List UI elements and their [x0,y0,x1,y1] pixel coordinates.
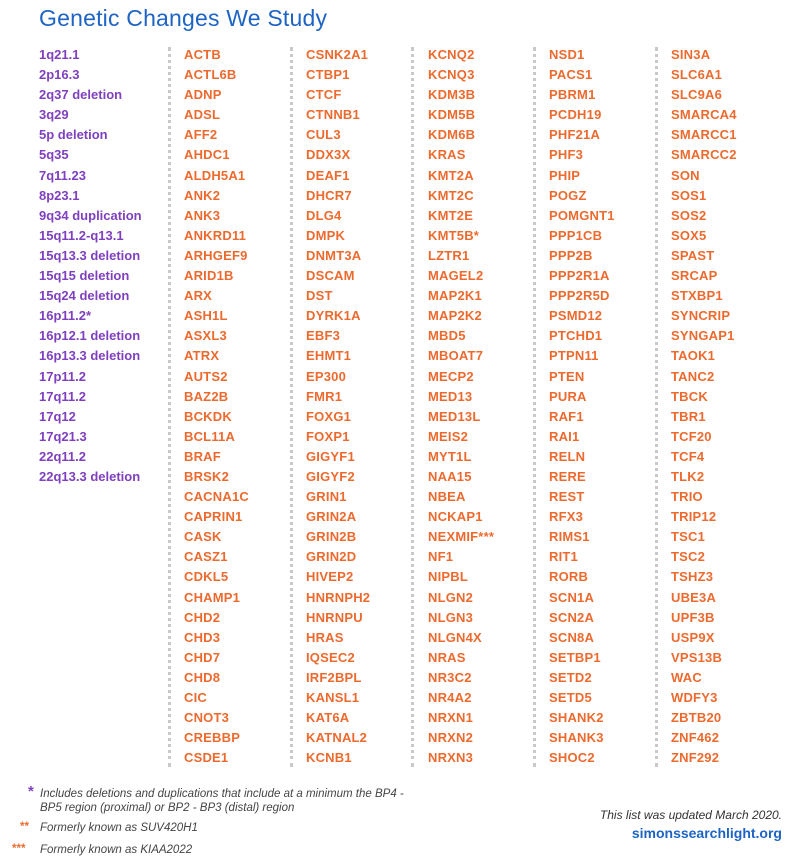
gene-item: ANK2 [184,187,221,203]
footer [600,808,782,841]
gene-item: DLG4 [306,207,342,223]
gene-item: PPP2R5D [549,288,610,304]
gene-item: REST [549,489,585,505]
gene-item: STXBP1 [671,288,723,304]
gene-item: HRAS [306,629,344,645]
gene-item: TRIP12 [671,509,717,525]
chromosome-region-list [39,45,157,487]
gene-item: KCNQ2 [428,47,475,62]
gene-item: TCF4 [671,448,705,464]
gene-item: SMARCC2 [671,147,737,163]
gene-item: KMT2A [428,167,474,183]
gene-item: TANC2 [671,368,715,384]
gene-item: MBOAT7 [428,348,484,364]
gene-item: HNRNPU [306,609,363,625]
gene-item: TRIO [671,489,703,505]
gene-item: SOS1 [671,187,707,203]
gene-item: BRSK2 [184,468,230,484]
gene-item: SMARCA4 [671,107,737,123]
gene-item: NR4A2 [428,690,472,705]
region-item: 5q35 [39,147,69,163]
gene-item: ATRX [184,348,220,364]
footnote-2 [16,821,416,835]
gene-item: CHD7 [184,649,221,665]
gene-item: NAA15 [428,468,472,484]
gene-item: CHD2 [184,609,221,625]
column-divider [411,47,414,767]
gene-item: PTCHD1 [549,328,603,344]
gene-item: CAPRIN1 [184,509,243,525]
gene-item: PPP2B [549,247,593,263]
gene-item: SHANK3 [549,730,604,746]
region-item: 17p11.2 [39,368,86,384]
gene-item: PHF21A [549,127,601,143]
gene-item: KDM3B [428,87,476,103]
gene-item: DNMT3A [306,247,362,263]
gene-item: ANKRD11 [184,227,247,243]
gene-item: KANSL1 [306,690,360,705]
gene-item: MED13 [428,388,473,404]
gene-item: FOXG1 [306,408,352,424]
gene-list-column-3 [428,45,546,768]
gene-item: PACS1 [549,67,593,83]
gene-item: KMT5B* [428,227,480,243]
gene-item: GIGYF2 [306,468,355,484]
gene-item: RELN [549,448,586,464]
region-item: 22q13.3 deletion [39,468,141,484]
page-title: Genetic Changes We Study [39,5,328,31]
gene-item: ADSL [184,107,221,123]
gene-item: CHD3 [184,629,221,645]
gene-item: SYNGAP1 [671,328,735,344]
region-item: 16p12.1 deletion [39,328,141,344]
gene-item: WDFY3 [671,690,718,705]
region-item: 15q15 deletion [39,268,130,284]
column-divider [290,47,293,767]
footnote-2-marker: ** [20,821,29,833]
gene-item: RIT1 [549,549,578,565]
gene-list-column-2 [306,45,424,768]
gene-item: AHDC1 [184,147,230,163]
gene-item: RORB [549,569,589,585]
gene-item: IQSEC2 [306,649,355,665]
gene-item: HIVEP2 [306,569,354,585]
gene-item: MED13L [428,408,481,424]
gene-item: GRIN1 [306,489,347,505]
gene-item: PPP2R1A [549,268,610,284]
gene-item: GIGYF1 [306,448,355,464]
region-item: 17q21.3 [39,428,87,444]
gene-item: PTEN [549,368,585,384]
gene-item: NSD1 [549,47,585,62]
gene-item: GRIN2A [306,509,357,525]
gene-item: ARHGEF9 [184,247,248,263]
region-item: 16p13.3 deletion [39,348,141,364]
gene-item: DYRK1A [306,308,361,324]
gene-item: KATNAL2 [306,730,368,746]
gene-item: VPS13B [671,649,723,665]
region-item: 2p16.3 [39,67,80,83]
gene-item: KDM6B [428,127,476,143]
gene-item: SYNCRIP [671,308,731,324]
gene-item: ZNF292 [671,750,720,766]
gene-item: NBEA [428,489,466,505]
gene-item: SHANK2 [549,710,604,726]
gene-item: EBF3 [306,328,341,344]
gene-item: RAI1 [549,428,580,444]
gene-item: ARID1B [184,268,234,284]
gene-item: CHAMP1 [184,589,241,605]
gene-item: NF1 [428,549,454,565]
gene-item: TSC1 [671,529,706,545]
gene-item: MEIS2 [428,428,469,444]
gene-item: SOX5 [671,227,707,243]
gene-item: SIN3A [671,47,711,62]
gene-item: CASK [184,529,222,545]
gene-item: MAP2K1 [428,288,482,304]
gene-item: TLK2 [671,468,705,484]
gene-item: ASXL3 [184,328,227,344]
gene-item: PPP1CB [549,227,603,243]
gene-item: CASZ1 [184,549,228,565]
gene-item: SETD2 [549,669,592,685]
gene-item: NR3C2 [428,669,472,685]
gene-item: SLC6A1 [671,67,723,83]
gene-item: LZTR1 [428,247,470,263]
gene-item: PCDH19 [549,107,602,123]
gene-item: EP300 [306,368,347,384]
gene-item: KCNQ3 [428,67,475,83]
gene-item: TBR1 [671,408,706,424]
gene-item: ASH1L [184,308,228,324]
gene-item: KCNB1 [306,750,352,766]
gene-item: ZNF462 [671,730,720,746]
gene-item: KDM5B [428,107,476,123]
gene-item: SETD5 [549,690,592,705]
footnote-1 [16,783,416,815]
gene-item: ARX [184,288,213,304]
gene-item: SMARCC1 [671,127,737,143]
gene-item: DHCR7 [306,187,352,203]
gene-item: NLGN3 [428,609,474,625]
gene-item: DSCAM [306,268,355,284]
gene-item: NRXN2 [428,730,474,746]
gene-item: PSMD12 [549,308,603,324]
gene-item: CNOT3 [184,710,230,726]
gene-item: ZBTB20 [671,710,722,726]
footnote-1-text: Includes deletions and duplications that include at a minimum the BP4 - BP5 region (proximal) or BP2 - BP3 (distal) region [40,788,404,814]
gene-item: FOXP1 [306,428,350,444]
update-note: This list was updated March 2020. [599,808,782,822]
gene-item: DMPK [306,227,346,243]
gene-item: ANK3 [184,207,221,223]
gene-item: MAGEL2 [428,268,484,284]
gene-item: DDX3X [306,147,351,163]
gene-item: RAF1 [549,408,584,424]
gene-item: SCN1A [549,589,595,605]
gene-item: BCKDK [184,408,232,424]
region-item: 17q12 [39,408,76,424]
gene-item: CREBBP [184,730,241,746]
gene-item: RFX3 [549,509,584,525]
footnote-3-marker: *** [12,843,26,855]
gene-item: NEXMIF*** [428,529,495,545]
gene-item: MECP2 [428,368,474,384]
gene-item: TCF20 [671,428,712,444]
gene-item: CACNA1C [184,489,249,505]
gene-item: NCKAP1 [428,509,483,525]
region-item: 17q11.2 [39,388,86,404]
region-item: 15q13.3 deletion [39,247,141,263]
gene-item: PURA [549,388,587,404]
gene-item: PHF3 [549,147,584,163]
gene-item: ADNP [184,87,222,103]
region-item: 15q11.2-q13.1 [39,227,124,243]
gene-item: NLGN2 [428,589,474,605]
gene-item: WAC [671,669,702,685]
column-divider [655,47,658,767]
gene-item: MYT1L [428,448,472,464]
gene-item: CTCF [306,87,342,103]
gene-item: CUL3 [306,127,341,143]
gene-item: CDKL5 [184,569,229,585]
region-item: 7q11.23 [39,167,86,183]
gene-item: KMT2C [428,187,474,203]
gene-item: MBD5 [428,328,466,344]
gene-item: NRXN3 [428,750,474,766]
gene-item: GRIN2D [306,549,357,565]
gene-item: DST [306,288,333,304]
gene-item: SETBP1 [549,649,601,665]
gene-list-column-4 [549,45,667,768]
column-divider [533,47,536,767]
gene-item: GRIN2B [306,529,357,545]
gene-item: TAOK1 [671,348,716,364]
gene-item: NRXN1 [428,710,474,726]
gene-item: BAZ2B [184,388,229,404]
gene-item: EHMT1 [306,348,352,364]
gene-item: POMGNT1 [549,207,615,223]
gene-item: SCN8A [549,629,595,645]
gene-item: USP9X [671,629,715,645]
gene-item: SHOC2 [549,750,595,766]
footnote-3 [12,843,416,856]
footnotes [12,783,416,856]
region-item: 9q34 duplication [39,207,142,223]
gene-item: KMT2E [428,207,474,223]
gene-item: PTPN11 [549,348,599,364]
region-item: 15q24 deletion [39,288,130,304]
gene-item: NLGN4X [428,629,482,645]
gene-item: ACTL6B [184,67,237,83]
gene-item: CTBP1 [306,67,350,83]
footnote-3-text: Formerly known as KIAA2022 [40,844,193,856]
gene-item: CIC [184,690,207,705]
footnote-2-text: Formerly known as SUV420H1 [40,822,198,834]
gene-item: POGZ [549,187,587,203]
gene-item: RERE [549,468,586,484]
gene-item: IRF2BPL [306,669,362,685]
footnote-1-marker: * [28,783,34,800]
gene-item: UBE3A [671,589,717,605]
column-divider [168,47,171,767]
gene-item: TSHZ3 [671,569,714,585]
region-item: 22q11.2 [39,448,86,464]
gene-item: FMR1 [306,388,343,404]
gene-item: SLC9A6 [671,87,723,103]
gene-item: SOS2 [671,207,707,223]
gene-item: BCL11A [184,428,236,444]
region-item: 5p deletion [39,127,108,143]
region-item: 2q37 deletion [39,87,123,103]
gene-item: RIMS1 [549,529,590,545]
gene-item: CSDE1 [184,750,229,766]
region-item: 3q29 [39,107,69,123]
gene-item: PBRM1 [549,87,596,103]
gene-item: HNRNPH2 [306,589,371,605]
gene-item: CHD8 [184,669,221,685]
gene-item: MAP2K2 [428,308,482,324]
gene-item: NIPBL [428,569,468,585]
gene-item: SON [671,167,700,183]
gene-item: ALDH5A1 [184,167,246,183]
gene-item: SRCAP [671,268,718,284]
region-item: 8p23.1 [39,187,80,203]
gene-item: AFF2 [184,127,218,143]
website-link[interactable]: simonssearchlight.org [631,825,782,841]
gene-item: ACTB [184,47,221,62]
gene-item: TBCK [671,388,708,404]
gene-item: DEAF1 [306,167,350,183]
gene-item: TSC2 [671,549,706,565]
gene-item: UPF3B [671,609,715,625]
gene-item: KRAS [428,147,466,163]
gene-item: KAT6A [306,710,350,726]
gene-item: SCN2A [549,609,595,625]
gene-item: CSNK2A1 [306,47,369,62]
gene-item: CTNNB1 [306,107,360,123]
gene-list-column-5 [671,45,789,768]
gene-item: SPAST [671,247,715,263]
gene-item: AUTS2 [184,368,228,384]
gene-item: NRAS [428,649,466,665]
gene-item: PHIP [549,167,581,183]
region-item: 1q21.1 [39,47,80,62]
gene-list-column-1 [184,45,302,768]
gene-item: BRAF [184,448,221,464]
region-item: 16p11.2* [39,308,92,324]
